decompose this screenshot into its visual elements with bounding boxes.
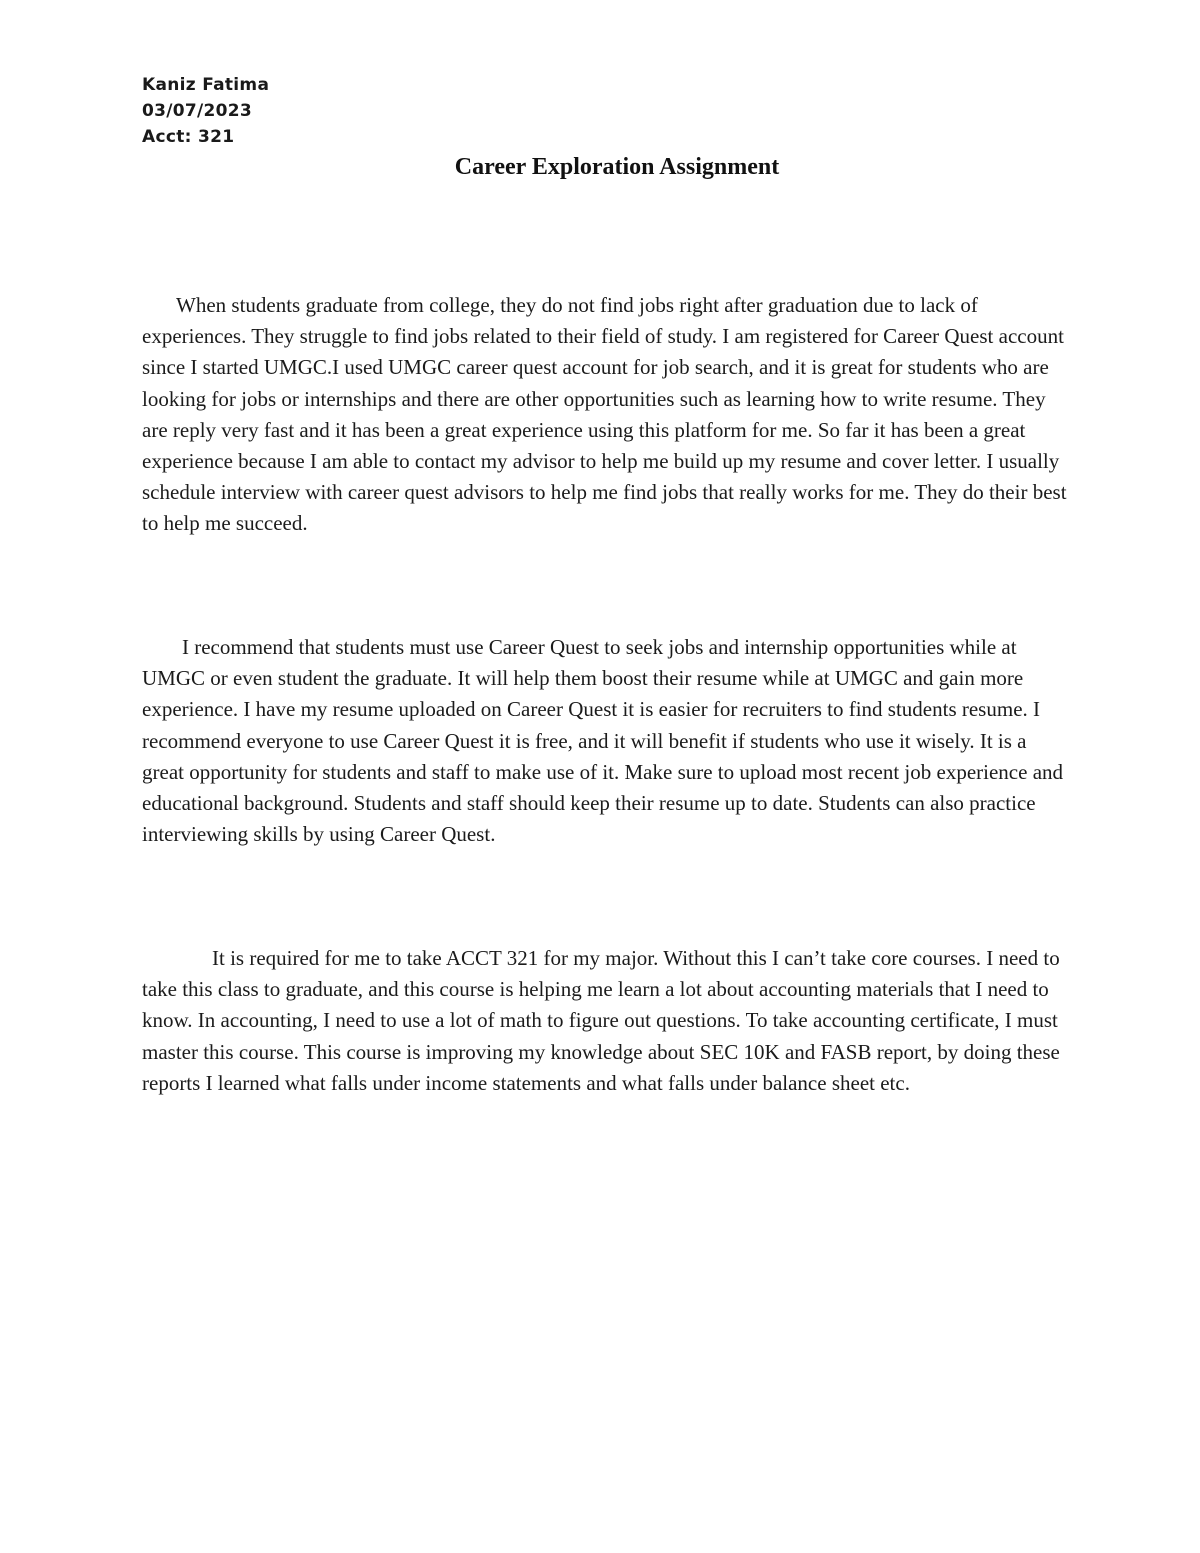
paragraph-2: I recommend that students must use Career Quest to seek jobs and internship opportunities while at UMGC or even student the graduate. It will help them boost their resume while at UMGC and gain more experience. I have my resume uploaded on Career Quest it is easier for recruiters to find students resume. I recommend everyone to use Career Quest it is free, and it will benefit if students who use it wisely. It is a great opportunity for students and staff to make use of it. Make sure to upload most recent job experience and educational background. Students and staff should keep their resume up to date. Students can also practice interviewing skills by using Career Quest. [142,635,1064,847]
course-code: Acct: 321 [142,127,235,147]
document-title: Career Exploration Assignment [454,154,780,180]
paragraph-3: It is required for me to take ACCT 321 for my major. Without this I can’t take core courses. I need to take this class to graduate, and this course is helping me learn a lot about accounting materials that I need to know. In accounting, I need to use a lot of math to figure out questions. To take accounting certificate, I must master this course. This course is improving my knowledge about SEC 10K and FASB report, by doing these reports I learned what falls under income statements and what falls under balance sheet etc. [142,946,1060,1095]
document-header [142,72,269,150]
paragraph-1: When students graduate from college, they do not find jobs right after graduation due to lack of experiences. They struggle to find jobs related to their field of study. I am registered for Career Quest account since I started UMGC.I used UMGC career quest account for job search, and it is great for students who are looking for jobs or internships and there are other opportunities such as learning how to write resume. They are reply very fast and it has been a great experience using this platform for me. So far it has been a great experience because I am able to contact my advisor to help me build up my resume and cover letter. I usually schedule interview with career quest advisors to help me find jobs that really works for me. They do their best to help me succeed. [142,293,1067,536]
document-date: 03/07/2023 [142,101,253,121]
author-name: Kaniz Fatima [142,75,270,95]
